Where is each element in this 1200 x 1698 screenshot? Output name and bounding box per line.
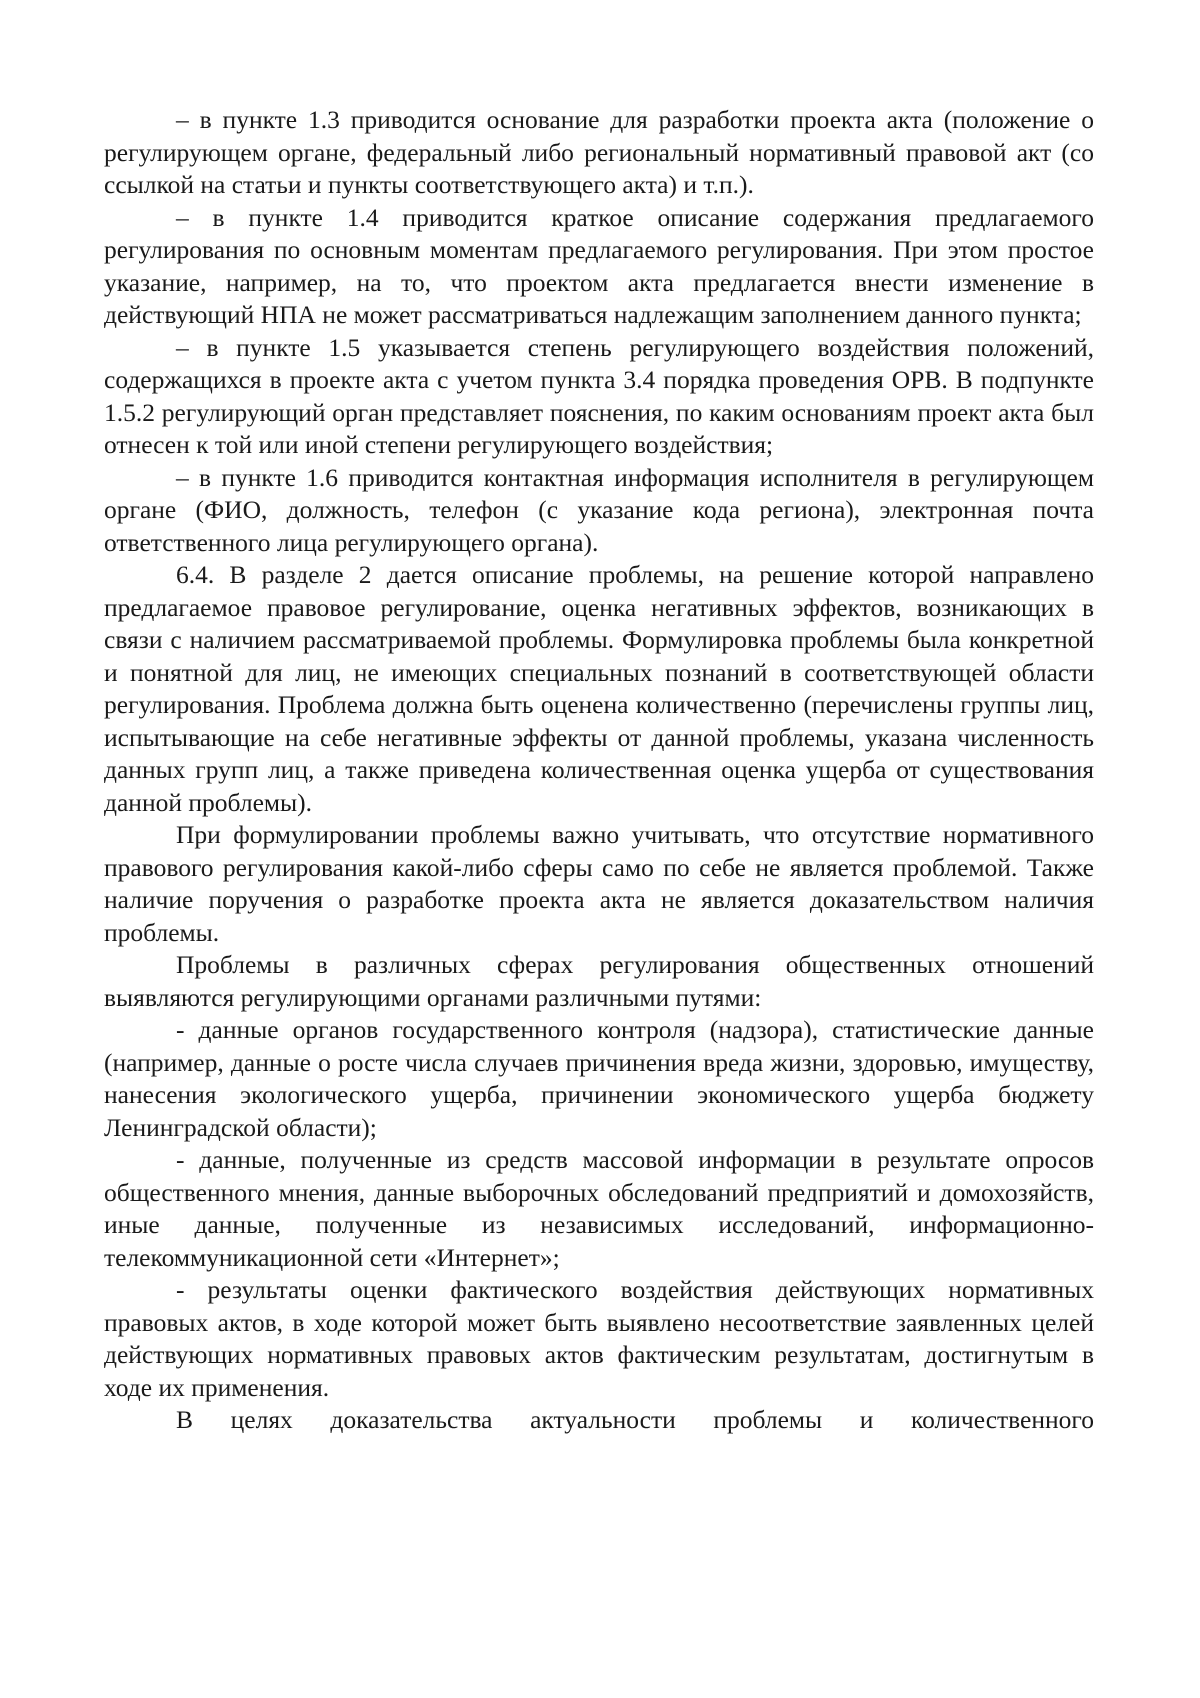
paragraph-item-1-3: – в пункте 1.3 приводится основание для разработки проекта акта (положение о регулирующем органе, федеральный либо региональный нормативный правовой акт (со ссылкой на статьи и пункты соответствующего акта) и т.п.). <box>104 105 1094 199</box>
paragraph-item-1-6: – в пункте 1.6 приводится контактная информация исполнителя в регулирующем органе (ФИО, должность, телефон (с указание кода региона), электронная почта ответственного лица регулирующего органа). <box>104 462 1094 557</box>
paragraph-continued: В целях доказательства актуальности проблемы и количественного <box>176 1405 1094 1434</box>
paragraph-section-6-4: 6.4. В разделе 2 дается описание проблемы, на решение которой направлено предлагаемое правовое регулирование, оценка негативных эффектов, возникающих в связи с наличием рассматриваемой проблемы. Формулировка проблемы была конкретной и понятной для лиц, не имеющих специальных познаний в соответствующей области регулирования. Проблема должна быть оценена количественно (перечислены группы лиц, испытывающие на себе негативные эффекты от данной проблемы, указана численность данных групп лиц, а также приведена количественная оценка ущерба от существования данной проблемы). <box>104 560 1094 817</box>
paragraph-item-1-4: – в пункте 1.4 приводится краткое описание содержания предлагаемого регулирования по основным моментам предлагаемого регулирования. При этом простое указание, например, на то, что проектом акта предлагается внести изменение в действующий НПА не может рассматриваться надлежащим заполнением данного пункта; <box>104 202 1094 329</box>
list-item-impact-results: - результаты оценки фактического воздействия действующих нормативных правовых актов, в ходе которой может быть выявлено несоответствие заявленных целей действующих нормативных правовых актов фактическим результатам, достигнутым в ходе их применения. <box>104 1275 1094 1402</box>
list-item-control-data: - данные органов государственного контроля (надзора), статистические данные (например, данные о росте числа случаев причинения вреда жизни, здоровью, имуществу, нанесения экологического ущерба, причинении экономического ущерба бюджету Ленинградской области); <box>104 1015 1094 1142</box>
paragraph-problem-formulation: При формулировании проблемы важно учитывать, что отсутствие нормативного правового регулирования какой-либо сферы само по себе не является проблемой. Также наличие поручения о разработке проекта акта не является доказательством наличия проблемы. <box>104 820 1094 947</box>
paragraph-problem-detection: Проблемы в различных сферах регулирования общественных отношений выявляются регулирующими органами различными путями: <box>104 950 1094 1012</box>
document-body <box>104 104 1094 1437</box>
paragraph-item-1-5: – в пункте 1.5 указывается степень регулирующего воздействия положений, содержащихся в проекте акта с учетом пункта 3.4 порядка проведения ОРВ. В подпункте 1.5.2 регулирующий орган представляет пояснения, по каким основаниям проект акта был отнесен к той или иной степени регулирующего воздействия; <box>104 332 1094 459</box>
list-item-media-data: - данные, полученные из средств массовой информации в результате опросов общественного мнения, данные выборочных обследований предприятий и домохозяйств, иные данные, полученные из независимых исследований, информационно-телекоммуникационной сети «Интернет»; <box>104 1145 1094 1272</box>
